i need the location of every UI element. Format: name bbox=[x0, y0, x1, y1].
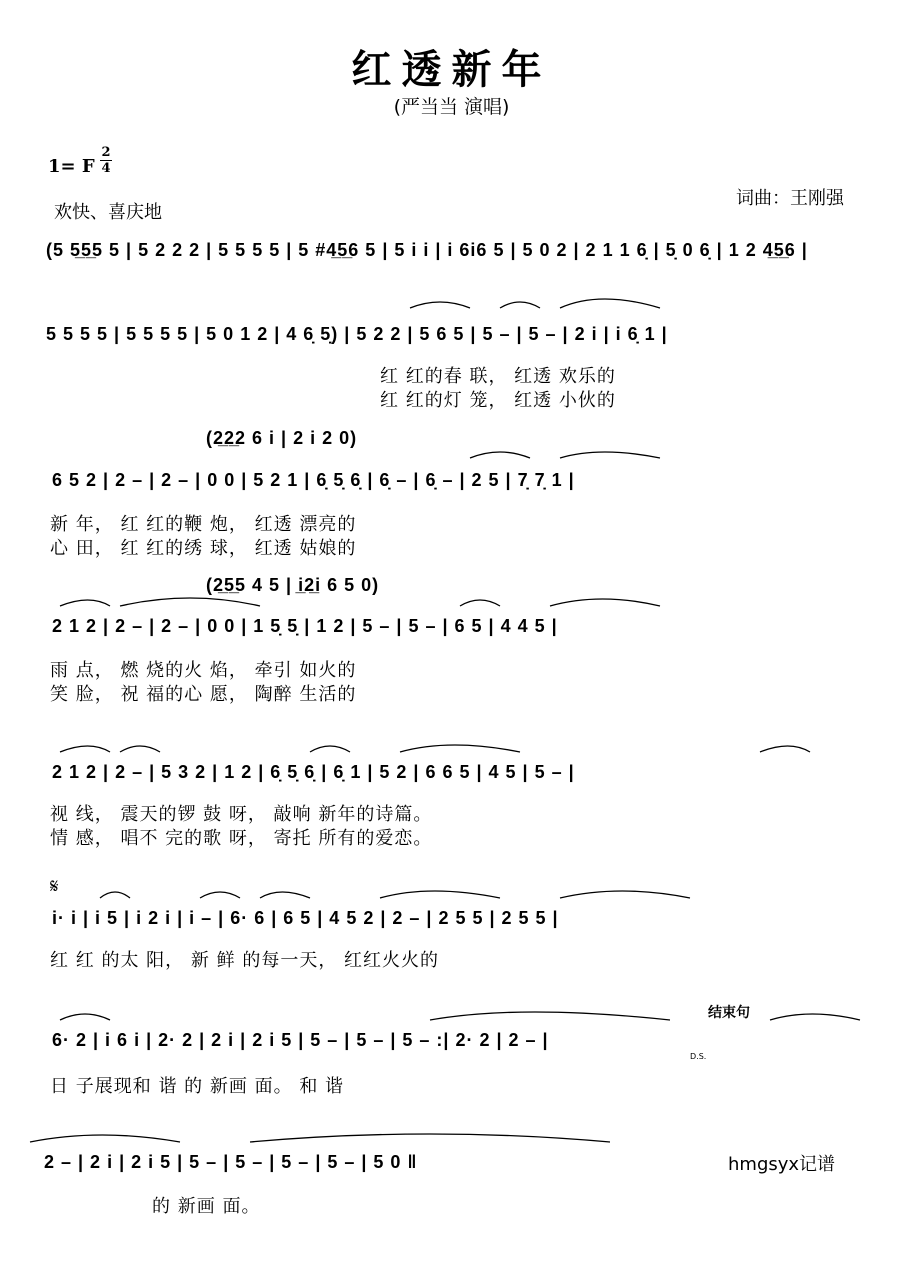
staff-line-3-notes: 6 5 2 | 2 – | 2 – | 0 0 | 5 2 1 | 6̣ 5̣ 6̣ | 6̣ – | 6̣ – | 2 5 | 7̣ 7̣ 1 | bbox=[52, 470, 575, 490]
staff-line-8-lyrics-1: 的 新画 面。 bbox=[152, 1196, 261, 1217]
staff-line-4-notes: 2 1 2 | 2 – | 2 – | 0 0 | 1 5̣ 5̣ | 1 2 | 5 – | 5 – | 6 5 | 4 4 5 | bbox=[52, 616, 558, 636]
key-signature: 1= F bbox=[48, 156, 95, 177]
composer-credit: 词曲：王刚强 bbox=[736, 188, 844, 209]
time-signature-bottom: 4 bbox=[101, 161, 111, 176]
page-title: 红透新年 bbox=[351, 46, 552, 93]
time-signature-top: 2 bbox=[101, 145, 111, 160]
staff-line-5-lyrics-2: 情 感， 唱不 完的歌 呀， 寄托 所有的爱恋。 bbox=[50, 828, 433, 849]
intro-fragment-2: (2̲5̲5 4 5 | i̲2̲i 6 5 0) bbox=[206, 575, 380, 595]
segno-sign: 𝄋 bbox=[50, 874, 59, 898]
staff-line-8-notes: 2 – | 2 i | 2 i 5 | 5 – | 5 – | 5 – | 5 – | 5 0 ‖ bbox=[44, 1152, 418, 1172]
staff-line-4-lyrics-2: 笑 脸， 祝 福的心 愿， 陶醉 生活的 bbox=[50, 684, 357, 705]
staff-line-5-lyrics-1: 视 线， 震天的锣 鼓 呀， 敲响 新年的诗篇。 bbox=[50, 804, 433, 825]
singer-subtitle: (严当当 演唱) bbox=[393, 96, 510, 118]
staff-line-7-lyrics-1: 日 子展现和 谐 的 新画 面。 和 谐 bbox=[50, 1076, 345, 1097]
ending-label: 结束句 bbox=[708, 1005, 750, 1021]
staff-line-5-notes: 2 1 2 | 2 – | 5 3 2 | 1 2 | 6̣ 5̣ 6̣ | 6̣ 1 | 5 2 | 6 6 5 | 4 5 | 5 – | bbox=[52, 762, 575, 782]
staff-line-6-notes: i· i | i 5 | i 2 i | i – | 6· 6 | 6 5 | 4 5 2 | 2 – | 2 5 5 | 2 5 5 | bbox=[52, 908, 559, 928]
staff-line-1-notes: (5 5̲5̲5 5 | 5 2 2 2 | 5 5 5 5 | 5 #4̲5̲6 5 | 5 i i | i 6i6 5 | 5 0 2 | 2 1 1 6̣ | 5̣ 0 6̣ | 1 2 4̲5̲6 | bbox=[46, 240, 808, 260]
staff-line-2-lyrics-2: 红 红的灯 笼， 红透 小伙的 bbox=[380, 390, 616, 411]
tempo-marking: 欢快、喜庆地 bbox=[54, 202, 162, 223]
staff-line-3-lyrics-1: 新 年， 红 红的鞭 炮， 红透 漂亮的 bbox=[50, 514, 357, 535]
transcriber-signature: hmgsyx记谱 bbox=[728, 1154, 836, 1175]
staff-line-2-lyrics-1: 红 红的春 联， 红透 欢乐的 bbox=[380, 366, 616, 387]
intro-fragment-1: (2̲2̲2 6 i | 2 i 2 0) bbox=[206, 428, 358, 448]
staff-line-6-lyrics-1: 红 红 的太 阳， 新 鲜 的每一天， 红红火火的 bbox=[50, 950, 440, 971]
staff-line-4-lyrics-1: 雨 点， 燃 烧的火 焰， 牵引 如火的 bbox=[50, 660, 357, 681]
staff-line-7-notes: 6· 2 | i 6 i | 2· 2 | 2 i | 2 i 5 | 5 – | 5 – | 5 – :| 2· 2 | 2 – | bbox=[52, 1030, 549, 1050]
staff-line-3-lyrics-2: 心 田， 红 红的绣 球， 红透 姑娘的 bbox=[50, 538, 357, 559]
ds-marking: D.S. bbox=[690, 1052, 707, 1061]
staff-line-2-notes: 5 5 5 5 | 5 5 5 5 | 5 0 1 2 | 4 6̣ 5̣) | 5 2 2 | 5 6 5 | 5 – | 5 – | 2 i | i 6̣ 1 | bbox=[46, 324, 668, 344]
